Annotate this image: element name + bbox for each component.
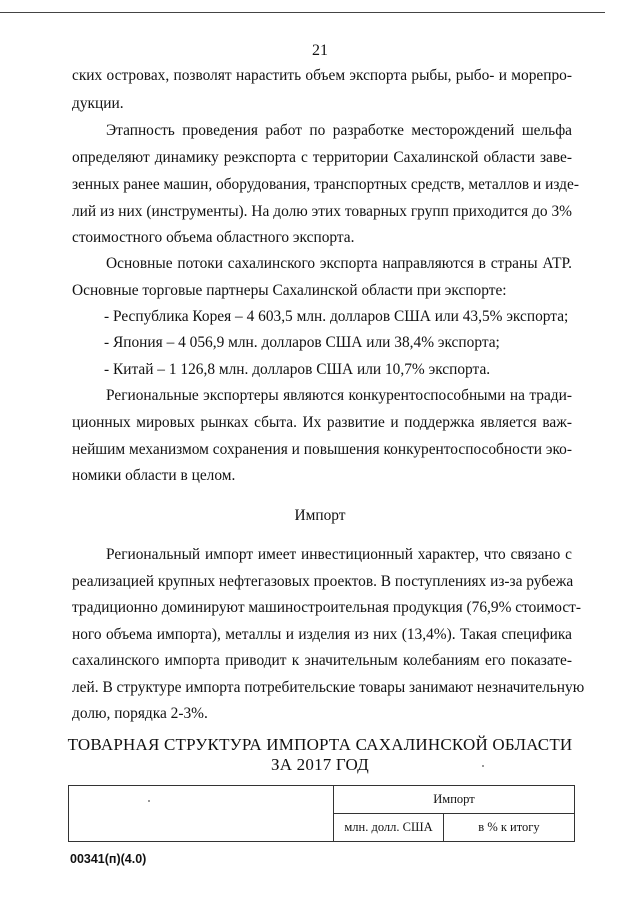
top-rule	[0, 12, 605, 13]
text-line: Основные потоки сахалинского экспорта направляются в страны АТР.	[106, 255, 572, 272]
scan-speck	[482, 765, 484, 767]
text-line: ного объема импорта), металлы и изделия из них (13,4%). Такая специфика	[72, 626, 572, 643]
text-line: реализацией крупных нефтегазовых проектов. В поступлениях из-за рубежа	[72, 573, 574, 590]
section-heading: Импорт	[294, 507, 346, 524]
text-line: номики области в целом.	[72, 467, 236, 484]
table-header-value: млн. долл. США	[334, 814, 444, 842]
table-title: ТОВАРНАЯ СТРУКТУРА ИМПОРТА САХАЛИНСКОЙ ОБЛАСТИ	[67, 735, 573, 754]
list-item: - Республика Корея – 4 603,5 млн. долларов США или 43,5% экспорта;	[104, 308, 569, 325]
text-line: Этапность проведения работ по разработке месторождений шельфа	[106, 122, 572, 139]
text-line: стоимостного объема областного экспорта.	[72, 229, 355, 246]
text-line: лий из них (инструменты). На долю этих товарных групп приходится до 3%	[72, 203, 572, 220]
text-line: долю, порядка 2-3%.	[72, 705, 208, 722]
table-header-import: Импорт	[334, 786, 575, 814]
text-line: традиционно доминируют машиностроительная продукция (76,9% стоимост-	[72, 599, 582, 616]
text-line: Основные торговые партнеры Сахалинской области при экспорте:	[72, 282, 507, 299]
text-line: сахалинского импорта приводит к значительным колебаниям его показате-	[72, 652, 572, 669]
list-item: - Япония – 4 056,9 млн. долларов США или 38,4% экспорта;	[104, 334, 500, 351]
text-line: зенных ранее машин, оборудования, транспортных средств, металлов и изде-	[72, 176, 579, 193]
import-structure-table	[68, 785, 575, 842]
page-number: 21	[312, 42, 328, 59]
table-header-row	[69, 786, 575, 814]
text-line: нейшим механизмом сохранения и повышения конкурентоспособности эко-	[72, 441, 572, 458]
text-line: лей. В структуре импорта потребительские товары занимают незначительную	[72, 679, 585, 696]
text-line: определяют динамику реэкспорта с территории Сахалинской области заве-	[72, 149, 572, 166]
scan-speck	[148, 800, 150, 802]
text-line: ских островах, позволят нарастить объем экспорта рыбы, рыбо- и морепро-	[72, 67, 572, 84]
text-line: ционных мировых рынках сбыта. Их развитие и поддержка является важ-	[72, 414, 572, 431]
list-item: - Китай – 1 126,8 млн. долларов США или 10,7% экспорта.	[104, 361, 491, 378]
text-line: Региональные экспортеры являются конкурентоспособными на тради-	[106, 387, 572, 404]
text-line: Региональный импорт имеет инвестиционный характер, что связано с	[106, 546, 572, 563]
table-header-share: в % к итогу	[444, 814, 575, 842]
text-line: дукции.	[72, 95, 124, 112]
document-code: 00341(п)(4.0)	[70, 852, 147, 866]
table-title-year: ЗА 2017 ГОД	[271, 755, 369, 774]
table-header-blank	[69, 786, 334, 842]
